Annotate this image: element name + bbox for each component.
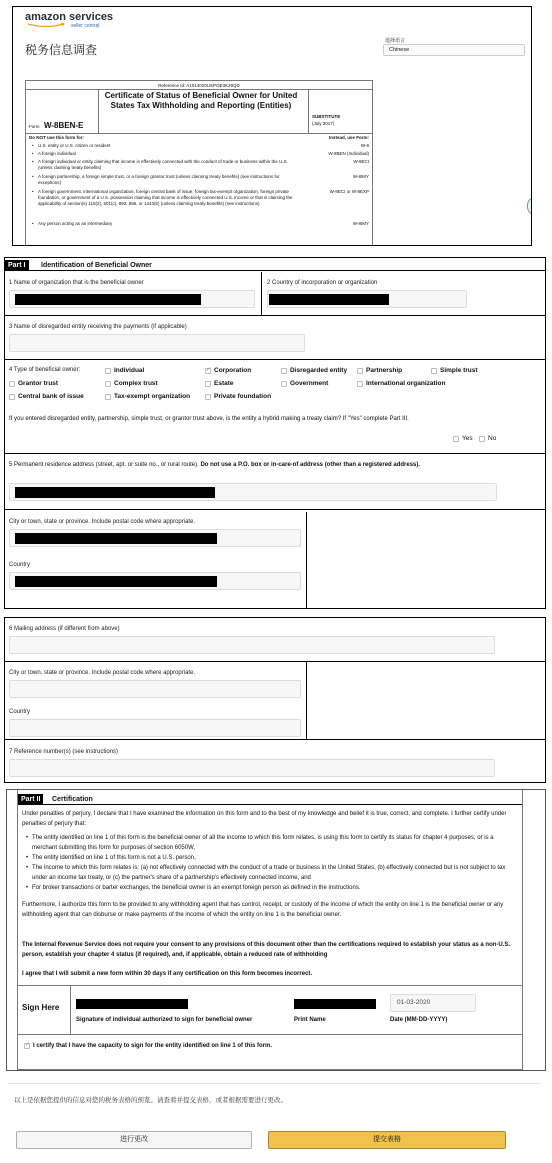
language-selected-value: Chinese <box>389 47 410 53</box>
owner-type-checkbox[interactable] <box>205 368 211 374</box>
owner-type-checkbox[interactable] <box>9 381 15 387</box>
owner-type-label: Individual <box>114 367 145 374</box>
do-not-use-row-form: W-8IMY <box>352 221 369 226</box>
owner-type-checkbox[interactable] <box>105 368 111 374</box>
line2-label: 2 Country of incorporation or organization <box>267 280 378 286</box>
hybrid-no-label: No <box>488 435 497 442</box>
redacted-country <box>269 294 389 305</box>
part2-title: Certification <box>52 796 93 803</box>
owner-type-label: Tax-exempt organization <box>114 393 191 400</box>
certification-bullet: • For broker transactions or barter exchanges, the beneficial owner is an exempt foreign person as defined in the instructions. <box>32 883 518 893</box>
owner-type-checkbox[interactable] <box>205 381 211 387</box>
mailing-section <box>4 617 546 783</box>
owner-type-label: Partnership <box>366 367 403 374</box>
line3-label: 3 Name of disregarded entity receiving the payments (if applicable) <box>9 324 187 330</box>
line5-label: 5 Permanent residence address (street, apt. or suite no., or rural route). Do not use a P.O. box or in-care-of address (other than a registered address). <box>9 462 421 468</box>
certification-bullet: • The entity identified on line 1 of this form is the beneficial owner of all the income to which this form relates, is using this form to certify its status for chapter 4 purposes, or is a merchant submitting this form for purposes of section 6050W, <box>32 833 518 853</box>
owner-type-label: International organization <box>366 380 446 387</box>
owner-type-label: Simple trust <box>440 367 478 374</box>
agree-text: I agree that I will submit a new form within 30 days if any certification on this form becomes incorrect. <box>22 971 313 977</box>
country-label: Country <box>9 562 31 568</box>
submit-form-button[interactable]: 提交表格 <box>268 1131 506 1149</box>
language-select[interactable] <box>383 44 525 56</box>
do-not-use-row-text: • A foreign individual <box>38 151 300 157</box>
city-label: City or town, state or province. Include postal code where appropriate. <box>9 519 196 525</box>
owner-type-checkbox[interactable] <box>281 368 287 374</box>
owner-type-label: Grantor trust <box>18 380 59 387</box>
owner-type-checkbox[interactable] <box>281 381 287 387</box>
redacted-signature <box>76 999 188 1009</box>
do-not-use-row-form: W-8IMY <box>352 174 369 179</box>
language-label: 选择语言 <box>385 38 406 44</box>
owner-type-checkbox[interactable] <box>357 381 363 387</box>
line4-label: 4 Type of beneficial owner: <box>9 367 81 373</box>
mailing-country-label: Country <box>9 709 31 715</box>
city-country-block <box>5 512 307 609</box>
form-number: Form W-8BEN-E <box>29 121 84 130</box>
part2-section <box>6 789 546 1071</box>
make-changes-button[interactable]: 进行更改 <box>16 1131 252 1149</box>
reference-id: Reference Id: A1014020USPOE3K29QD <box>158 83 240 88</box>
part2-tag: Part II <box>18 794 43 805</box>
mailing-city-label: City or town, state or province. Include postal code where appropriate. <box>9 670 196 676</box>
do-not-use-row-text: • Any person acting as an intermediary <box>38 221 300 227</box>
date-field[interactable] <box>390 994 476 1012</box>
irs-note: The Internal Revenue Service does not require your consent to any provisions of this document other than the certifications required to establish your status as a non-U.S. person, establish your chapter 4 status (if required), and, if applicable, obtain a reduced rate of withholding <box>22 942 511 958</box>
owner-type-options <box>5 362 545 410</box>
do-not-use-row-form: W-8ECI <box>353 159 369 164</box>
owner-type-label: Estate <box>214 380 234 387</box>
owner-type-checkbox[interactable] <box>105 394 111 400</box>
redacted-address <box>15 487 215 498</box>
redacted-residence-country <box>15 576 217 587</box>
amazon-smile-icon <box>27 23 67 28</box>
scroll-handle[interactable] <box>527 197 532 215</box>
owner-type-checkbox[interactable] <box>205 394 211 400</box>
authorization-text: Furthermore, I authorize this form to be provided to any withholding agent that has control, receipt, or custody of the income of which the entity on line 1 is the beneficial owner or any withholding agent that can disburse or make payments of the income of which the entity on line 1 is the beneficial owner. <box>22 902 504 918</box>
do-not-use-heading: Do NOT use this form for: <box>29 135 84 140</box>
instead-use-heading: Instead, use Form: <box>328 135 369 140</box>
capacity-checkbox[interactable] <box>24 1043 30 1049</box>
part1-tag: Part I <box>5 260 29 271</box>
do-not-use-row-form: W-8BEN (Individual) <box>328 151 369 156</box>
line6-label: 6 Mailing address (if different from above) <box>9 626 120 632</box>
hybrid-question: If you entered disregarded entity, partnership, simple trust, or grantor trust above, is the entity a hybrid making a treaty claim? If "Yes" complete Part III. <box>9 416 409 422</box>
brand-main: amazon services <box>25 11 114 23</box>
form-preview-top <box>12 6 532 246</box>
line7-label: 7 Reference number(s) (see instructions) <box>9 749 119 755</box>
disregarded-entity-field[interactable] <box>9 334 305 352</box>
redacted-city <box>15 533 217 544</box>
w8bene-form-header <box>25 80 373 246</box>
redacted-print-name <box>294 999 376 1009</box>
part1-section <box>4 257 546 609</box>
owner-type-label: Complex trust <box>114 380 158 387</box>
do-not-use-row-form: W-8ECI or W-8EXP <box>329 189 369 194</box>
date-value: 01-03-2020 <box>397 999 431 1006</box>
page-title: 税务信息调查 <box>25 43 98 57</box>
certification-bullet: • The income to which this form relates is: (a) not effectively connected with the conduct of a trade or business in the United States, (b) effectively connected but is not subject to tax under an income tax treaty, or (c) the partner's share of a partnership's effectively connected income, and <box>32 863 518 883</box>
owner-type-checkbox[interactable] <box>105 381 111 387</box>
reference-number-field[interactable] <box>9 759 495 777</box>
owner-type-label: Disregarded entity <box>290 367 348 374</box>
amazon-services-logo <box>25 11 125 35</box>
do-not-use-row-form: W-9 <box>360 143 369 148</box>
hybrid-yes-checkbox[interactable] <box>453 436 459 442</box>
mailing-city-country-block <box>5 662 307 740</box>
preview-note: 以上是依据您提供的信息对您的税务表格的预览。请查看并提交表格，或者根据需要进行更改。 <box>14 1097 287 1104</box>
owner-type-label: Central bank of issue <box>18 393 84 400</box>
mailing-address-field[interactable] <box>9 636 495 654</box>
hybrid-no-checkbox[interactable] <box>479 436 485 442</box>
form-revision: (July 2017) <box>312 121 335 126</box>
part1-title: Identification of Beneficial Owner <box>41 262 152 269</box>
do-not-use-row-text: • U.S. entity or U.S. citizen or resident <box>38 143 300 149</box>
do-not-use-row-text: • A foreign individual or entity claiming that income is effectively connected with the conduct of trade or business within the U.S. (unless claiming treaty benefits) <box>38 159 300 171</box>
do-not-use-row-text: • A foreign government, international organization, foreign central bank of issue, foreign tax-exempt organization, foreign private foundation, or government of a U.S. possession claiming that income is effectively connected U.S. income or that is claiming the applicability of section(s) 115(2), 501(c), 892, 895, or 1443(b) (unless claiming treaty benefits) (see instructions) <box>38 189 300 207</box>
owner-type-label: Private foundation <box>214 393 272 400</box>
owner-type-label: Government <box>290 380 329 387</box>
redacted-org-name <box>15 294 201 305</box>
substitute-label: SUBSTITUTE <box>312 114 341 119</box>
sign-here-label: Sign Here <box>22 1003 60 1012</box>
print-name-label: Print Name <box>294 1017 326 1023</box>
line1-label: 1 Name of organization that is the beneficial owner <box>9 280 144 286</box>
owner-type-checkbox[interactable] <box>357 368 363 374</box>
signature-label: Signature of individual authorized to sign for beneficial owner <box>76 1017 253 1023</box>
form-title: Certificate of Status of Beneficial Owner for United States Tax Withholding and Reporting (Entities) <box>104 91 298 110</box>
do-not-use-row-text: • A foreign partnership, a foreign simple trust, or a foreign grantor trust (unless claiming treaty benefits) (see instructions for exceptions) <box>38 174 300 186</box>
mailing-city-field[interactable] <box>9 680 301 698</box>
mailing-country-field[interactable] <box>9 719 301 737</box>
hybrid-yes-label: Yes <box>462 435 473 442</box>
owner-type-label: Corporation <box>214 367 252 374</box>
brand-sub: seller central <box>71 23 100 29</box>
date-label: Date (MM-DD-YYYY) <box>390 1017 448 1023</box>
owner-type-checkbox[interactable] <box>9 394 15 400</box>
part2-inner <box>17 790 523 1070</box>
capacity-label: I certify that I have the capacity to sign for the entity identified on line 1 of this form. <box>33 1043 273 1049</box>
certification-bullet: • The entity identified on line 1 of this form is not a U.S. person, <box>32 853 518 863</box>
owner-type-checkbox[interactable] <box>431 368 437 374</box>
certification-intro: Under penalties of perjury, I declare that I have examined the information on this form and to the best of my knowledge and belief it is true, correct, and complete. I further certify under penalties of perjury that: <box>22 811 507 827</box>
